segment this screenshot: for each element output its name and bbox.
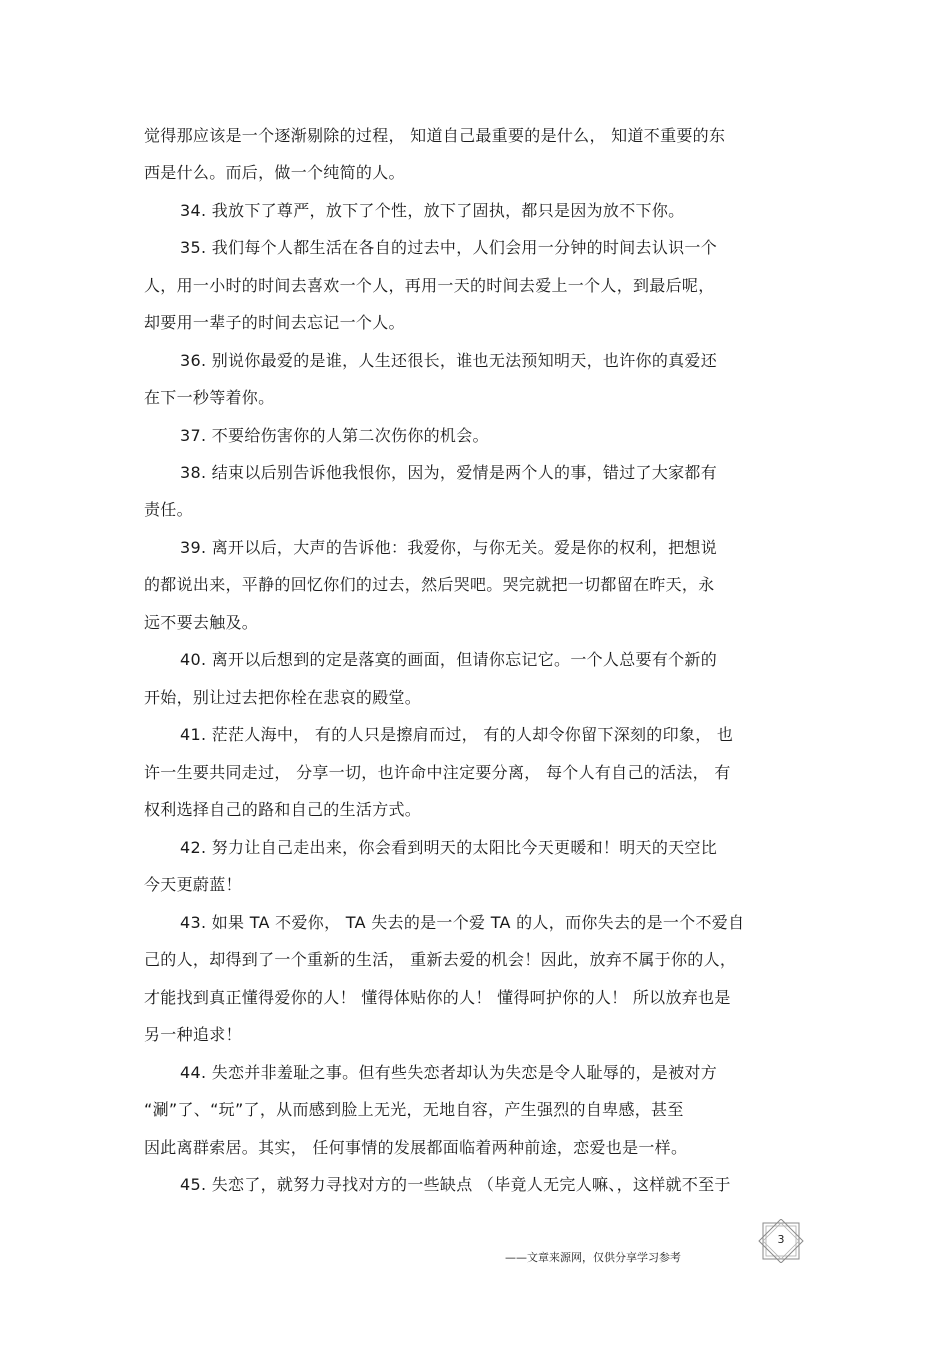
text-line: 觉得那应该是一个逐渐剔除的过程， 知道自己最重要的是什么， 知道不重要的东 xyxy=(144,126,726,145)
text-line: 许一生要共同走过， 分享一切，也许命中注定要分离， 每个人有自己的活法， 有 xyxy=(144,763,731,782)
text-line: 却要用一辈子的时间去忘记一个人。 xyxy=(144,313,405,332)
text-line: 在下一秒等着你。 xyxy=(144,388,275,407)
list-item-39: 39. 离开以后，大声的告诉他：我爱你，与你无关。爱是你的权利，把想说 xyxy=(180,538,718,557)
list-item-45: 45. 失恋了，就努力寻找对方的一些缺点 （毕竟人无完人嘛、，这样就不至于 xyxy=(180,1175,731,1194)
text-line: “涮”了、“玩”了，从而感到脸上无光，无地自容，产生强烈的自卑感，甚至 xyxy=(144,1100,684,1119)
list-item-35: 35. 我们每个人都生活在各自的过去中，人们会用一分钟的时间去认识一个 xyxy=(180,238,718,257)
text-line: 权利选择自己的路和自己的生活方式。 xyxy=(144,800,422,819)
text-line: 己的人，却得到了一个重新的生活， 重新去爱的机会！因此，放弃不属于你的人， xyxy=(144,950,737,969)
list-item-34: 34. 我放下了尊严，放下了个性，放下了固执，都只是因为放不下你。 xyxy=(180,201,685,220)
source-note: ——文章来源网，仅供分享学习参考 xyxy=(505,1251,681,1264)
text-line: 因此离群索居。其实， 任何事情的发展都面临着两种前途，恋爱也是一样。 xyxy=(144,1138,688,1157)
list-item-42: 42. 努力让自己走出来，你会看到明天的太阳比今天更暖和！明天的天空比 xyxy=(180,838,718,857)
text-line: 人，用一小时的时间去喜欢一个人，再用一天的时间去爱上一个人，到最后呢， xyxy=(144,276,715,295)
list-item-37: 37. 不要给伤害你的人第二次伤你的机会。 xyxy=(180,426,489,445)
text-line: 责任。 xyxy=(144,500,193,519)
list-item-38: 38. 结束以后别告诉他我恨你，因为，爱情是两个人的事，错过了大家都有 xyxy=(180,463,718,482)
page-number-badge xyxy=(757,1219,805,1263)
list-item-40: 40. 离开以后想到的定是落寞的画面，但请你忘记它。一个人总要有个新的 xyxy=(180,650,718,669)
text-line: 才能找到真正懂得爱你的人！ 懂得体贴你的人！ 懂得呵护你的人！ 所以放弃也是 xyxy=(144,988,731,1007)
page-number: 3 xyxy=(777,1233,785,1246)
text-line: 远不要去触及。 xyxy=(144,613,259,632)
text-line: 今天更蔚蓝！ xyxy=(144,875,242,894)
text-line: 开始，别让过去把你栓在悲哀的殿堂。 xyxy=(144,688,422,707)
list-item-41: 41. 茫茫人海中， 有的人只是擦肩而过， 有的人却令你留下深刻的印象， 也 xyxy=(180,725,734,744)
text-line: 另一种追求！ xyxy=(144,1025,242,1044)
text-line: 的都说出来，平静的回忆你们的过去，然后哭吧。哭完就把一切都留在昨天，永 xyxy=(144,575,715,594)
list-item-43: 43. 如果 TA 不爱你， TA 失去的是一个爱 TA 的人，而你失去的是一个不爱自 xyxy=(180,913,745,932)
list-item-44: 44. 失恋并非羞耻之事。但有些失恋者却认为失恋是令人耻辱的，是被对方 xyxy=(180,1063,718,1082)
text-line: 西是什么。而后，做一个纯简的人。 xyxy=(144,163,405,182)
list-item-36: 36. 别说你最爱的是谁，人生还很长，谁也无法预知明天，也许你的真爱还 xyxy=(180,351,718,370)
